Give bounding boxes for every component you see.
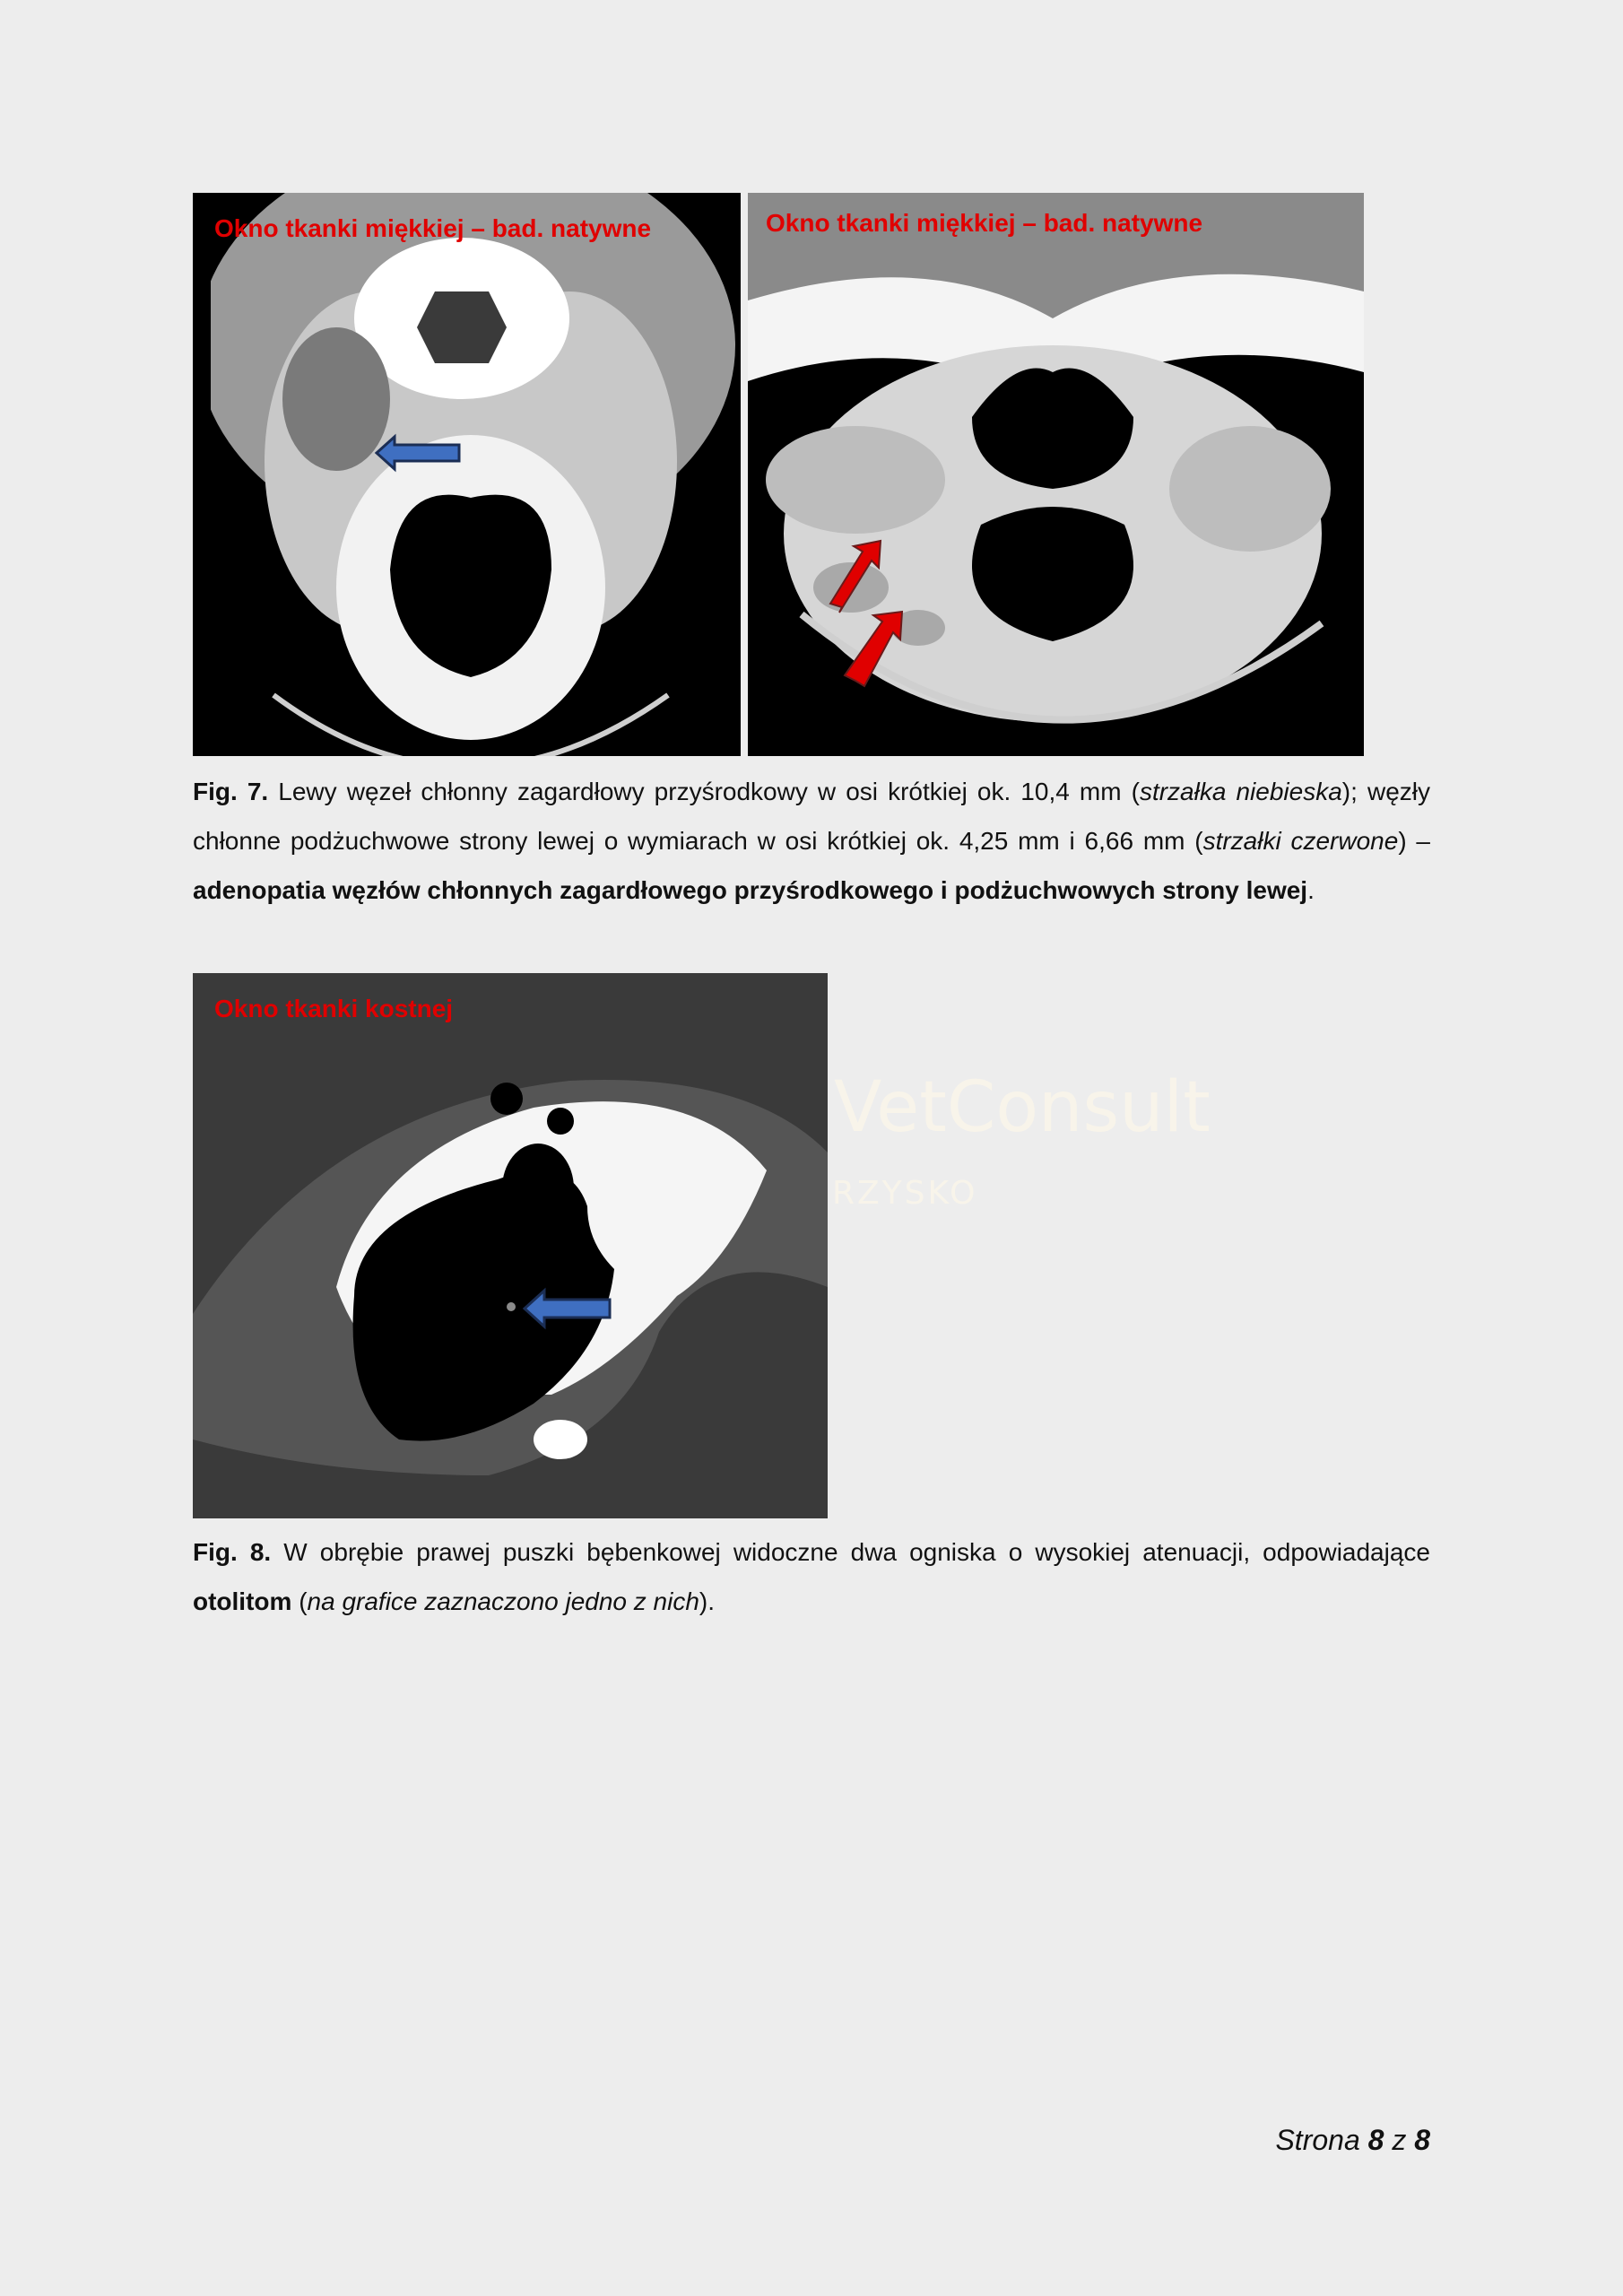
caption-text: Lewy węzeł chłonny zagardłowy przyśrodkowy w osi krótkiej ok. 10,4 mm ( [268,778,1140,805]
current-page: 8 [1367,2124,1384,2156]
figure-8-caption [193,1527,1430,1626]
image-label-soft-tissue-left: Okno tkanki miękkiej – bad. natywne [214,214,652,242]
watermark-brand: VetConsult [834,1067,1211,1148]
footer-mid: z [1384,2124,1415,2156]
page-number-footer [1275,2124,1430,2157]
caption-italic: na grafice zaznaczono jedno z nich [307,1587,699,1615]
image-label-soft-tissue-right: Okno tkanki miękkiej – bad. natywne [766,209,1203,237]
total-pages: 8 [1414,2124,1430,2156]
caption-text: ); węzły chłonne podżuchwowe strony lewej o wymiarach w osi krótkiej ok. 4,25 mm i 6,66 mm ( [193,778,1430,855]
caption-bold: adenopatia węzłów chłonnych zagardłowego przyśrodkowego i podżuchwowych strony lewej [193,876,1308,904]
caption-text: ( [291,1587,308,1615]
figure-number: Fig. 8. [193,1538,272,1566]
caption-italic: strzałki czerwone [1202,827,1399,855]
figure-number: Fig. 7. [193,778,269,805]
image-label-bone-window: Okno tkanki kostnej [214,995,454,1022]
blue-arrow-icon [193,973,828,1518]
footer-prefix: Strona [1275,2124,1368,2156]
ct-image-fig7-left [193,193,741,756]
caption-text: ) – [1398,827,1430,855]
caption-text: W obrębie prawej puszki bębenkowej widoczne dwa ogniska o wysokiej atenuacji, odpowiadające [271,1538,1430,1566]
blue-arrow-icon [193,193,741,756]
red-arrows-icon [748,193,1364,756]
watermark-sub: RZYSKO [832,1175,978,1212]
caption-bold: otolitom [193,1587,292,1615]
caption-text: ). [699,1587,716,1615]
caption-italic: strzałka niebieska [1139,778,1342,805]
ct-image-fig8 [193,973,828,1518]
figure-7-caption [193,767,1430,915]
ct-image-fig7-right [748,193,1364,756]
caption-text: . [1307,876,1315,904]
